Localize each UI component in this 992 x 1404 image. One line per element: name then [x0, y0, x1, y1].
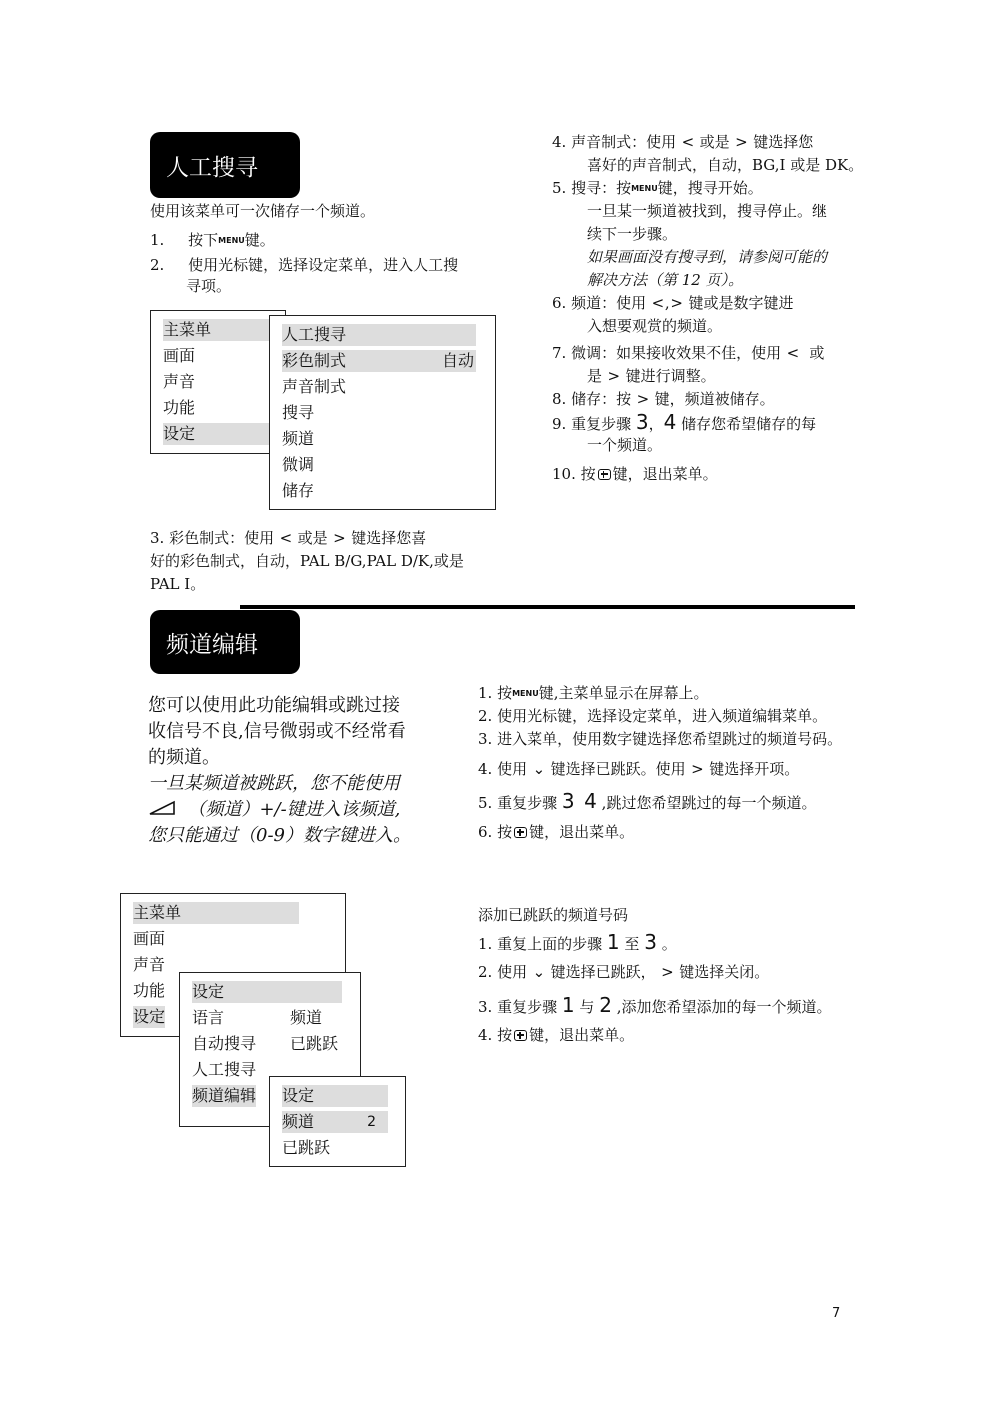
main-menu-box	[150, 310, 286, 454]
right-arrow-icon: >	[735, 133, 748, 151]
sub-menu-item: 微调	[282, 455, 315, 474]
page-number: 7	[832, 1306, 841, 1321]
tv-exit-icon	[514, 827, 527, 838]
step-3-cont: 好的彩色制式，自动，PAL B/G,PAL D/K,或是	[150, 552, 464, 570]
edit-step-6: 6. 按 键，退出菜单。	[478, 823, 635, 841]
section-title-text: 频道编辑	[166, 631, 258, 658]
sub-menu-item: 彩色制式 自动	[282, 351, 474, 370]
main-menu-item: 主菜单	[163, 319, 271, 341]
menu-item: 已跳跃	[282, 1138, 331, 1157]
menu-item: 已跳跃	[290, 1034, 339, 1053]
main-menu-item: 画面	[163, 346, 196, 365]
menu-key-icon: MENU	[631, 184, 658, 193]
menu-item: 人工搜寻	[192, 1060, 257, 1079]
edit-step-4: 4. 使用 ⌄ 键选择已跳跃。使用 > 键选择开项。	[478, 760, 800, 778]
channel-edit-intro: 您可以使用此功能编辑或跳过接	[148, 695, 400, 716]
channel-edit-note: 您只能通过（0-9）数字键进入。	[148, 825, 411, 846]
step-2-cont: 寻项。	[186, 277, 232, 295]
step-4: 4. 声音制式：使用 < 或是 > 键选择您	[552, 133, 814, 151]
section-title-text: 人工搜寻	[166, 154, 258, 181]
edit-step-3: 3. 进入菜单，使用数字键选择您希望跳过的频道号码。	[478, 730, 843, 748]
right-arrow-icon: >	[670, 294, 683, 312]
channel-edit-note: （频道）+/-键进入该频道,	[148, 797, 400, 823]
right-arrow-icon: >	[607, 367, 621, 385]
volume-triangle-icon	[148, 800, 176, 816]
right-arrow-icon: >	[691, 760, 704, 778]
menu-item: 设定	[192, 981, 342, 1003]
right-arrow-icon: >	[636, 390, 650, 408]
menu-key-icon: MENU	[218, 236, 245, 245]
manual-search-menu-box	[269, 315, 496, 510]
tv-exit-icon	[514, 1030, 527, 1041]
step-6-cont: 入想要观赏的频道。	[587, 317, 723, 335]
left-arrow-icon: <	[279, 529, 293, 547]
sub-menu-item: 频道	[282, 429, 315, 448]
left-arrow-icon: <	[681, 133, 695, 151]
step-5-note: 如果画面没有搜寻到，请参阅可能的	[587, 248, 828, 266]
step-10: 10. 按 键，退出菜单。	[552, 465, 718, 483]
menu-item: 声音	[133, 955, 166, 974]
edit-channel-menu-box	[269, 1076, 406, 1167]
right-arrow-icon: >	[333, 529, 346, 547]
tv-exit-icon	[598, 469, 611, 480]
add-step-2: 2. 使用 ⌄ 键选择已跳跃， > 键选择关闭。	[478, 963, 770, 981]
step-7: 7. 微调：如果接收效果不佳，使用 < 或	[552, 344, 825, 362]
section-divider	[240, 605, 855, 609]
add-step-1: 1. 重复上面的步骤 1 至 3 。	[478, 930, 677, 954]
add-step-3: 3. 重复步骤 1 与 2 ,添加您希望添加的每一个频道。	[478, 993, 832, 1017]
menu-item: 主菜单	[133, 902, 299, 924]
channel-edit-intro: 的频道。	[148, 747, 220, 768]
sub-menu-item: 声音制式	[282, 377, 347, 396]
step-2: 2. 使用光标键，选择设定菜单，进入人工搜	[150, 256, 459, 274]
left-arrow-icon: <	[786, 344, 800, 362]
step-8: 8. 储存：按 > 键，频道被储存。	[552, 390, 775, 408]
menu-item: 自动搜寻	[192, 1034, 257, 1053]
down-arrow-icon: ⌄	[532, 760, 546, 778]
sub-menu-item: 搜寻	[282, 403, 315, 422]
color-system-value: 自动	[441, 351, 474, 370]
menu-item: 功能	[133, 981, 166, 1000]
main-menu-item: 声音	[163, 372, 196, 391]
sub-menu-item: 人工搜寻	[282, 324, 476, 346]
channel-edit-intro: 收信号不良,信号微弱或不经常看	[148, 721, 406, 742]
step-1: 1. 按下MENU键。	[150, 231, 275, 249]
menu-item: 设定	[133, 1007, 166, 1026]
step-5-cont: 一旦某一频道被找到，搜寻停止。继	[587, 202, 828, 220]
step-6: 6. 频道：使用 <,> 键或是数字键进	[552, 294, 794, 312]
channel-value: 2	[367, 1114, 376, 1130]
step-4-cont: 喜好的声音制式，自动，BG,I 或是 DK。	[587, 156, 864, 174]
down-arrow-icon: ⌄	[532, 963, 546, 981]
intro-text: 使用该菜单可一次储存一个频道。	[150, 202, 376, 220]
menu-item: 画面	[133, 929, 166, 948]
menu-item: 语言	[192, 1008, 225, 1027]
edit-step-1: 1. 按MENU键,主菜单显示在屏幕上。	[478, 684, 709, 702]
add-skipped-title: 添加已跳跃的频道号码	[478, 906, 629, 924]
main-menu-item: 设定	[163, 423, 271, 445]
step-5: 5. 搜寻：按MENU键，搜寻开始。	[552, 179, 763, 197]
menu-item: 频道 2	[282, 1111, 388, 1133]
sub-menu-item: 储存	[282, 481, 315, 500]
section-title-channel-edit	[150, 610, 300, 674]
menu-item: 设定	[282, 1085, 388, 1107]
channel-edit-note: 一旦某频道被跳跃，您不能使用	[148, 773, 400, 794]
step-9: 9. 重复步骤 3，4 储存您希望储存的每	[552, 410, 817, 434]
step-7-cont: 是 > 键进行调整。	[587, 367, 716, 385]
menu-key-icon: MENU	[512, 689, 539, 698]
edit-step-2: 2. 使用光标键，选择设定菜单，进入频道编辑菜单。	[478, 707, 828, 725]
step-5-cont: 续下一步骤。	[587, 225, 678, 243]
step-3-cont: PAL I。	[150, 575, 206, 593]
add-step-4: 4. 按 键，退出菜单。	[478, 1026, 635, 1044]
left-arrow-icon: <	[651, 294, 665, 312]
edit-step-5: 5. 重复步骤 3 4 ,跳过您希望跳过的每一个频道。	[478, 789, 817, 813]
step-9-cont: 一个频道。	[587, 436, 663, 454]
section-title-manual-search	[150, 132, 300, 198]
right-arrow-icon: >	[661, 963, 674, 981]
menu-item: 频道	[290, 1008, 323, 1027]
menu-item: 频道编辑	[192, 1086, 257, 1105]
step-3: 3. 彩色制式：使用 < 或是 > 键选择您喜	[150, 529, 427, 547]
main-menu-item: 功能	[163, 398, 196, 417]
step-5-note: 解决方法（第 12 页）。	[587, 271, 744, 289]
